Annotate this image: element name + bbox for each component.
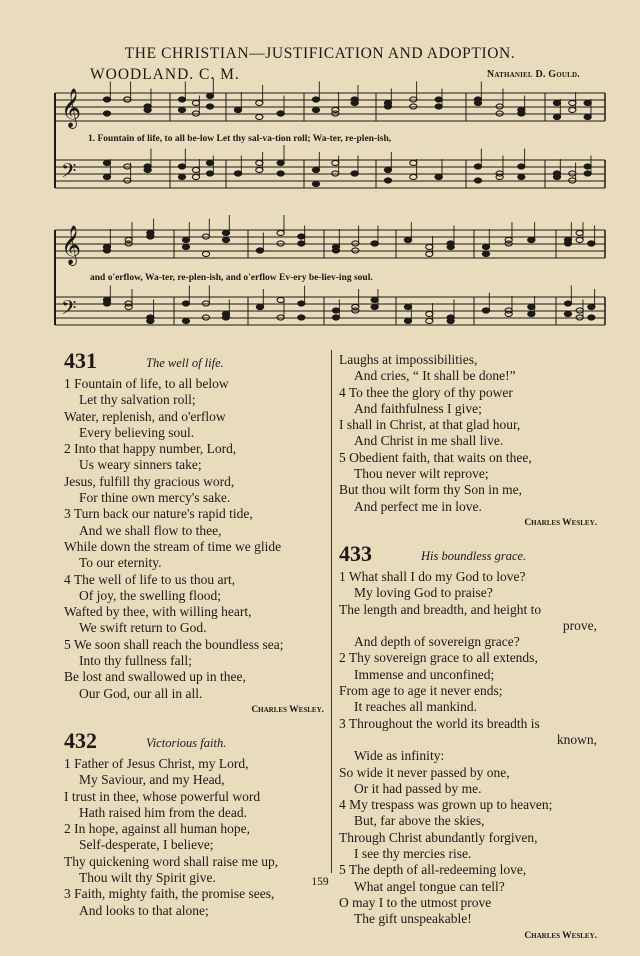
- verse-line: 3 Faith, mighty faith, the promise sees,: [64, 886, 275, 902]
- note-head: [178, 164, 185, 169]
- note-head: [553, 100, 560, 105]
- note-head: [256, 100, 263, 105]
- note-head: [564, 301, 571, 306]
- note-head: [256, 167, 263, 172]
- verse-line: I trust in thee, whose powerful word: [64, 788, 261, 804]
- note-head: [103, 111, 110, 116]
- verse-line: 4 The well of life to us thou art,: [64, 571, 236, 587]
- verse-line: To our eternity.: [79, 555, 162, 571]
- verse-line: And we shall flow to thee,: [79, 522, 222, 538]
- note-head: [426, 251, 433, 256]
- note-head: [447, 318, 454, 323]
- hymn-431-header: [64, 350, 326, 376]
- note-head: [192, 167, 199, 172]
- hymn-number: 431: [64, 348, 97, 373]
- note-head: [222, 311, 229, 316]
- note-head: [351, 97, 358, 102]
- verse-line: Thou wilt thy Spirit give.: [79, 870, 216, 886]
- verse-line: Wafted by thee, with willing heart,: [64, 604, 252, 620]
- note-head: [576, 230, 583, 235]
- verse-line: 2 Into that happy number, Lord,: [64, 441, 237, 457]
- treble-clef-icon: 𝄞: [61, 88, 82, 128]
- note-head: [332, 160, 339, 165]
- section-heading: THE CHRISTIAN—JUSTIFICATION AND ADOPTION.: [124, 45, 516, 62]
- note-head: [192, 174, 199, 179]
- verse-line: 4 To thee the glory of thy power: [339, 384, 513, 400]
- note-head: [103, 297, 110, 302]
- verse-line: We swift return to God.: [79, 620, 207, 636]
- verse-line: Into thy fullness fall;: [79, 653, 192, 669]
- note-head: [410, 160, 417, 165]
- hymn-title: Victorious faith.: [146, 735, 227, 750]
- left-column: [64, 350, 326, 919]
- note-head: [103, 160, 110, 165]
- verse-line: 3 Throughout the world its breadth is: [339, 715, 540, 731]
- verse-line: 5 We soon shall reach the boundless sea;: [64, 636, 284, 652]
- verse-line: 4 My trespass was grown up to heaven;: [339, 797, 553, 813]
- verse-line: Thy quickening word shall raise me up,: [64, 853, 279, 869]
- lyric-underlay-line-1: 1. Fountain of life, to all be-low Let thy sal-va-tion roll; Wa-ter, re-plen-ish,: [88, 134, 392, 144]
- verse-line: While down the stream of time we glide: [64, 538, 282, 554]
- note-head: [298, 241, 305, 246]
- verse-line: It reaches all mankind.: [354, 699, 477, 715]
- note-head: [588, 315, 595, 320]
- note-head: [103, 97, 110, 102]
- note-head: [312, 181, 319, 186]
- note-head: [384, 167, 391, 172]
- verse-line: I see thy mercies rise.: [354, 846, 472, 862]
- note-head: [206, 171, 213, 176]
- hymn-431-verses: [64, 376, 326, 702]
- verse-line: But thou wilt form thy Son in me,: [339, 482, 523, 498]
- note-head: [384, 100, 391, 105]
- verse-line: My Saviour, and my Head,: [79, 772, 225, 788]
- note-head: [404, 304, 411, 309]
- note-head: [410, 174, 417, 179]
- note-head: [202, 251, 209, 256]
- verse-line: And depth of sovereign grace?: [354, 634, 520, 650]
- note-head: [528, 311, 535, 316]
- note-head: [518, 174, 525, 179]
- verse-line: For thine own mercy's sake.: [79, 490, 231, 506]
- verse-line: 1 What shall I do my God to love?: [339, 568, 526, 584]
- note-head: [588, 304, 595, 309]
- note-head: [569, 100, 576, 105]
- verse-line: Be lost and swallowed up in thee,: [64, 669, 246, 685]
- note-head: [384, 178, 391, 183]
- hymn-433-verses: [339, 569, 599, 928]
- note-head: [144, 107, 151, 112]
- note-head: [277, 171, 284, 176]
- note-head: [371, 241, 378, 246]
- note-head: [404, 318, 411, 323]
- note-head: [206, 160, 213, 165]
- note-head: [298, 315, 305, 320]
- note-head: [576, 237, 583, 242]
- note-head: [234, 107, 241, 112]
- note-head: [564, 241, 571, 246]
- note-head: [351, 171, 358, 176]
- verse-line: 1 Father of Jesus Christ, my Lord,: [64, 755, 249, 771]
- verse-line: Hath raised him from the dead.: [79, 804, 247, 820]
- note-head: [404, 237, 411, 242]
- verse-line: Wide as infinity:: [354, 748, 445, 764]
- hymn-432-verses-part-1: [64, 756, 326, 919]
- verse-line: But, far above the skies,: [354, 813, 485, 829]
- note-head: [584, 171, 591, 176]
- verse-line: 5 Obedient faith, that waits on thee,: [339, 449, 532, 465]
- verse-line: Let thy salvation roll;: [79, 392, 196, 408]
- note-head: [426, 311, 433, 316]
- note-head: [178, 97, 185, 102]
- note-head: [435, 104, 442, 109]
- note-head: [222, 230, 229, 235]
- note-head: [474, 164, 481, 169]
- bass-clef-icon: 𝄢: [61, 159, 77, 187]
- verse-line: Every believing soul.: [79, 424, 195, 440]
- verse-line: Our God, our all in all.: [79, 685, 203, 701]
- verse-line: Thou never wilt reprove;: [354, 466, 489, 482]
- note-head: [182, 318, 189, 323]
- note-head: [332, 308, 339, 313]
- hymn-number: 432: [64, 727, 97, 753]
- hymn-author: Charles Wesley.: [524, 930, 597, 941]
- verse-line: prove,: [562, 617, 597, 633]
- verse-line: 2 Thy sovereign grace to all extends,: [339, 650, 538, 666]
- note-head: [426, 244, 433, 249]
- note-head: [144, 167, 151, 172]
- verse-line: 3 Turn back our nature's rapid tide,: [64, 506, 253, 522]
- note-head: [256, 160, 263, 165]
- note-head: [103, 174, 110, 179]
- note-head: [569, 107, 576, 112]
- verse-line: And looks to that alone;: [79, 902, 209, 918]
- verse-line: known,: [556, 731, 597, 747]
- treble-clef-icon: 𝄞: [61, 225, 82, 265]
- note-head: [588, 241, 595, 246]
- note-head: [206, 93, 213, 98]
- composer-name: Nathaniel D. Gould.: [486, 69, 580, 80]
- note-head: [447, 244, 454, 249]
- verse-line: Us weary sinners take;: [79, 457, 202, 473]
- note-head: [277, 111, 284, 116]
- verse-line: My loving God to praise?: [354, 585, 493, 601]
- note-head: [256, 248, 263, 253]
- note-head: [192, 100, 199, 105]
- note-head: [584, 164, 591, 169]
- note-head: [496, 174, 503, 179]
- note-head: [474, 178, 481, 183]
- verse-line: And perfect me in love.: [354, 498, 482, 514]
- verse-line: And faithfulness I give;: [354, 400, 482, 416]
- note-head: [435, 97, 442, 102]
- note-head: [371, 297, 378, 302]
- verse-line: The gift unspeakable!: [354, 911, 472, 927]
- note-head: [182, 301, 189, 306]
- note-head: [371, 304, 378, 309]
- note-head: [564, 311, 571, 316]
- lyric-underlay-line-2: and o'erflow, Wa-ter, re-plen-ish, and o'erflow Ev-ery be-liev-ing soul.: [90, 273, 373, 283]
- right-column: [339, 352, 599, 956]
- note-head: [298, 301, 305, 306]
- note-head: [332, 315, 339, 320]
- hymn-number: 433: [339, 540, 372, 566]
- note-head: [147, 318, 154, 323]
- verse-line: Water, replenish, and o'erflow: [64, 408, 226, 424]
- note-head: [182, 244, 189, 249]
- verse-line: I shall in Christ, at that glad hour,: [339, 417, 521, 433]
- verse-line: Jesus, fulfill thy gracious word,: [64, 473, 235, 489]
- verse-line: And Christ in me shall live.: [354, 433, 504, 449]
- note-head: [528, 237, 535, 242]
- note-head: [222, 237, 229, 242]
- verse-line: Through Christ abundantly forgiven,: [339, 829, 538, 845]
- note-head: [584, 114, 591, 119]
- hymn-title: His boundless grace.: [421, 548, 527, 563]
- verse-line: What angel tongue can tell?: [354, 878, 505, 894]
- note-head: [435, 174, 442, 179]
- note-head: [182, 237, 189, 242]
- note-head: [474, 100, 481, 105]
- hymn-title: The well of life.: [146, 356, 224, 370]
- hymn-author: Charles Wesley.: [524, 517, 597, 528]
- note-head: [178, 107, 185, 112]
- page-number: 159: [311, 876, 329, 888]
- note-head: [277, 160, 284, 165]
- verse-line: 2 In hope, against all human hope,: [64, 821, 250, 837]
- verse-line: The length and breadth, and height to: [339, 601, 542, 617]
- bass-clef-icon: 𝄢: [61, 296, 77, 324]
- note-head: [206, 104, 213, 109]
- hymn-432-header: [64, 727, 326, 756]
- verse-line: Or it had passed by me.: [354, 780, 482, 796]
- note-head: [426, 318, 433, 323]
- note-head: [256, 304, 263, 309]
- hymn-author: Charles Wesley.: [251, 704, 324, 715]
- tune-name: WOODLAND. C. M.: [90, 66, 240, 83]
- verse-line: Of joy, the swelling flood;: [79, 587, 221, 603]
- verse-line: From age to age it never ends;: [339, 683, 503, 699]
- verse-line: And cries, “ It shall be done!”: [354, 368, 516, 384]
- verse-line: So wide it never passed by one,: [339, 764, 510, 780]
- verse-line: Immense and unconfined;: [354, 666, 495, 682]
- note-head: [584, 100, 591, 105]
- verse-line: O may I to the utmost prove: [339, 894, 492, 910]
- column-divider: [331, 350, 332, 873]
- music-score: [0, 0, 640, 345]
- hymn-432-verses-part-2: [339, 352, 599, 515]
- note-head: [256, 114, 263, 119]
- note-head: [234, 171, 241, 176]
- note-head: [103, 248, 110, 253]
- note-head: [312, 107, 319, 112]
- note-head: [147, 230, 154, 235]
- note-head: [482, 251, 489, 256]
- note-head: [518, 164, 525, 169]
- note-head: [312, 167, 319, 172]
- note-head: [553, 171, 560, 176]
- note-head: [312, 97, 319, 102]
- verse-line: 1 Fountain of life, to all below: [64, 376, 229, 391]
- note-head: [553, 114, 560, 119]
- note-head: [298, 234, 305, 239]
- verse-line: 5 The depth of all-redeeming love,: [339, 862, 527, 878]
- note-head: [178, 174, 185, 179]
- note-head: [482, 244, 489, 249]
- note-head: [518, 107, 525, 112]
- note-head: [482, 308, 489, 313]
- note-head: [332, 248, 339, 253]
- note-head: [277, 297, 284, 302]
- hymn-433-header: [339, 540, 599, 569]
- note-head: [277, 230, 284, 235]
- verse-line: Laughs at impossibilities,: [339, 352, 478, 367]
- note-head: [528, 304, 535, 309]
- verse-line: Self-desperate, I believe;: [79, 837, 214, 853]
